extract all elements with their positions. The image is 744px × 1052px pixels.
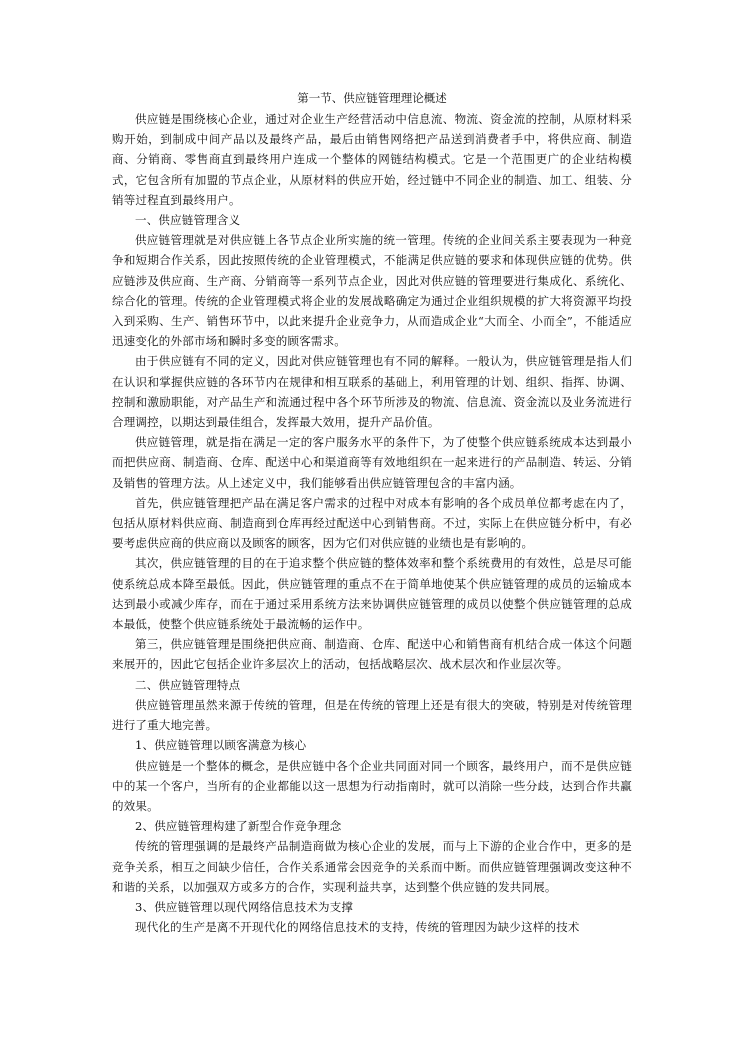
body-paragraph: 供应链管理，就是指在满足一定的客户服务水平的条件下，为了使整个供应链系统成本达到最小而把供应商、制造商、仓库、配送中心和渠道商等有效地组织在一起来进行的产品制造、转运、分销及销售的管理方法。从上述定义中，我们能够看出供应链管理包含的丰富内涵。 <box>112 435 632 490</box>
section-title: 第一节、供应链管理理论概述 <box>297 91 447 105</box>
body-paragraph: 供应链管理就是对供应链上各节点企业所实施的统一管理。传统的企业间关系主要表现为一种竞争和短期合作关系，因此按照传统的企业管理模式，不能满足供应链的要求和体现供应链的优势。供应链涉及供应商、生产商、分销商等一系列节点企业，因此对供应链的管理要进行集成化、系统化、综合化的管理。传统的企业管理模式将企业的发展战略确定为通过企业组织规模的扩大将资源平均投入到采购、生产、销售环节中，以此来提升企业竞争力，从而造成企业“大而全、小而全”，不能适应迅速变化的外部市场和瞬时多变的顾客需求。 <box>112 233 632 349</box>
body-paragraph: 传统的管理强调的是最终产品制造商做为核心企业的发展，而与上下游的企业合作中，更多的是竞争关系，相互之间缺少信任，合作关系通常会因竞争的关系而中断。而供应链管理强调改变这种不和谐的关系，以加强双方或多方的合作，实现利益共享，达到整个供应链的发共同展。 <box>112 839 632 894</box>
body-paragraph: 第三，供应链管理是围绕把供应商、制造商、仓库、配送中心和销售商有机结合成一体这个问题来展开的，因此它包括企业许多层次上的活动，包括战略层次、战术层次和作业层次等。 <box>112 637 632 672</box>
intro-paragraph: 供应链是围绕核心企业，通过对企业生产经营活动中信息流、物流、资金流的控制，从原材料采购开始，到制成中间产品以及最终产品，最后由销售网络把产品送到消费者手中，将供应商、制造商、分销商、零售商直到最终用户连成一个整体的网链结构模式。它是一个范围更广的企业结构模式，它包含所有加盟的节点企业，从原材料的供应开始，经过链中不同企业的制造、加工、组装、分销等过程直到最终用户。 <box>112 112 632 207</box>
body-paragraph: 供应链是一个整体的概念，是供应链中各个企业共同面对同一个顾客，最终用户，而不是供应链中的某一个客户，当所有的企业都能以这一思想为行动指南时，就可以消除一些分歧，达到合作共赢的效果。 <box>112 758 632 813</box>
body-paragraph: 供应链管理虽然来源于传统的管理，但是在传统的管理上还是有很大的突破，特别是对传统管理进行了重大地完善。 <box>112 697 632 733</box>
heading-definition: 一、供应链管理含义 <box>135 213 241 228</box>
body-paragraph: 其次，供应链管理的目的在于追求整个供应链的整体效率和整个系统费用的有效性，总是尽可能使系统总成本降至最低。因此，供应链管理的重点不在于简单地使某个供应链管理的成员的运输成本达到最小或减少库存，而在于通过采用系统方法来协调供应链管理的成员以使整个供应链管理的总成本最低，使整个供应链系统处于最流畅的运作中。 <box>112 556 632 632</box>
subheading-customer: 1、供应链管理以顾客满意为核心 <box>135 738 307 753</box>
document-body <box>112 88 632 937</box>
body-paragraph: 现代化的生产是离不开现代化的网络信息技术的支持，传统的管理因为缺少这样的技术 <box>135 920 580 935</box>
heading-features: 二、供应链管理特点 <box>135 677 241 692</box>
subheading-cooperation: 2、供应链管理构建了新型合作竞争理念 <box>135 819 342 834</box>
body-paragraph: 首先，供应链管理把产品在满足客户需求的过程中对成本有影响的各个成员单位都考虑在内了，包括从原材料供应商、制造商到仓库再经过配送中心到销售商。不过，实际上在供应链分析中，有必要考虑供应商的供应商以及顾客的顾客，因为它们对供应链的业绩也是有影响的。 <box>112 495 632 551</box>
body-paragraph: 由于供应链有不同的定义，因此对供应链管理也有不同的解释。一般认为，供应链管理是指人们在认识和掌握供应链的各环节内在规律和相互联系的基础上，利用管理的计划、组织、指挥、协调、控制和激励职能，对产品生产和流通过程中各个环节所涉及的物流、信息流、资金流以及业务流进行合理调控，以期达到最佳组合，发挥最大效用，提升产品价值。 <box>112 354 632 430</box>
subheading-technology: 3、供应链管理以现代网络信息技术为支撑 <box>135 899 354 914</box>
